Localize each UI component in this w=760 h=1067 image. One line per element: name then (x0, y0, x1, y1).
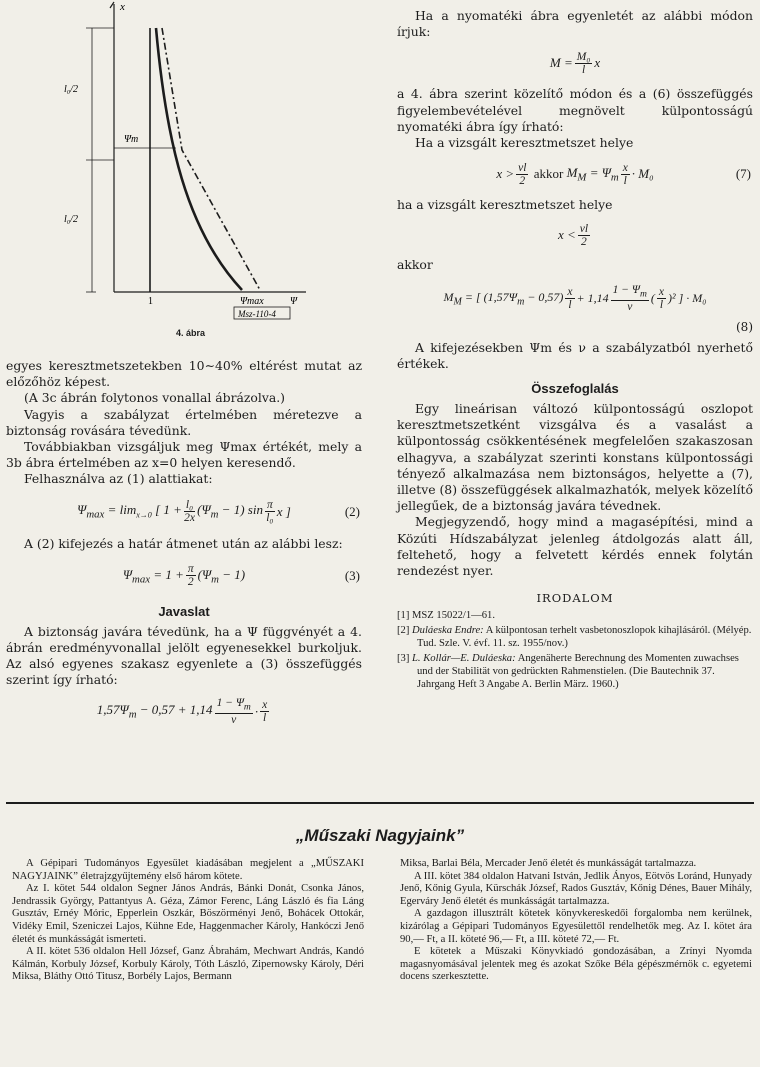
equation-line: $1,57\Psi_m - 0,57 + 1,14$ $\frac{1 - \Psi_m}{\nu}$ · $\frac{x}{l}$ (96, 696, 268, 727)
article-title: „Műszaki Nagyjaink” (295, 826, 465, 845)
reference-item: [1] MSZ 15022/1—61. (397, 610, 495, 622)
paragraph: Megjegyzendő, hogy mind a magasépítési, mind a Közúti Hídszabályzat jelenleg átdolgozás alatt áll, feltehető, hogy a felvetett kérdés ennek folytán rendezést nyer. (397, 514, 753, 579)
figure-4 (6, 0, 362, 340)
equation-7: x > $\frac{\nu l}{2}$ akkor $M_M = \Psi_m$ $\frac{x}{l}$ · M₀ (7) (496, 161, 751, 187)
bottom-left-column (12, 858, 364, 984)
equation-number: (8) (736, 319, 753, 334)
paragraph: Egy lineárisan változó külpontosságú oszlopot keresztmetszetként vizsgálva és a vasalást a külpontosság csökkentésének megfelelően szakaszosan elhagyva, a szabályzat szerinti konstans külpontossági tényező alkalmazása nem biztonságos, helyette a (7), illetve (8) összefüggések alkalmazhatók, melyek közelítő jellegűek, de a biztonság javára tévednek. (397, 401, 753, 514)
paragraph: Ha a nyomatéki ábra egyenletét az alábbi módon írjuk: (397, 8, 753, 40)
moment-diagram (6, 0, 362, 340)
paragraph: A (2) kifejezés a határ átmenet után az alábbi lesz: (24, 535, 343, 551)
paragraph: Továbbiakban vizsgáljuk meg Ψmax értékét, mely a 3b ábra értelmében az x=0 helyen keresendő. (6, 439, 362, 471)
paragraph: A II. kötet 536 oldalon Hell József, Ganz Ábrahám, Mechwart András, Kandó Kálmán, Korbuly József, Korbuly Károly, Tóth László, Zipernowsky Károly, Déri Miksa, Bláthy Ottó Titusz, Borbély Lajos, Bermann (12, 946, 364, 983)
paragraph: A kifejezésekben Ψm és ν a szabályzatból nyerhető értékek. (397, 339, 753, 371)
equation-moment: M = $\frac{\text{M₀}}{l}$ x (549, 50, 601, 76)
paragraph: egyes keresztmetszetekben 10∼40% eltérést mutat az előzőhöz képest. (6, 358, 362, 390)
tick-1: 1 (148, 296, 153, 307)
right-column (397, 8, 753, 693)
reference-item: [2] Duláeska Endre: A külpontosan terhelt vasbetonoszlopok kihajlásáról. (Mélyép. Tud. Szle. V. évf. 11. sz. 1955/nov.) (397, 625, 752, 650)
paragraph: Felhasználva az (1) alattiakat: (24, 471, 213, 487)
equation-8: $M_M$ = [ $(1,57\Psi_m - 0,57)$ $\frac{x}{l}$ + 1,14 $\frac{1 - \Psi_m}{\nu}$ ( $\frac{x}{l}$ )² ] · M₀ (443, 283, 707, 314)
tick-psi-max: Ψmax (240, 296, 264, 307)
psi-curve (156, 28, 242, 290)
equation-condition: x < $\frac{\nu l}{2}$ (557, 222, 589, 248)
section-heading: Javaslat (158, 603, 210, 619)
paragraph: A biztonság javára tévedünk, ha a Ψ függvényét a 4. ábrán eredményvonallal jelölt egyenesekkel burkoljuk. Az alsó egyenes szakasz egyenlete a (3) összefüggés szerint így írható: (6, 623, 362, 688)
paragraph: E kötetek a Műszaki Könyvkiadó gondozásában, a Zrínyi Nyomda magasnyomásával jelentek meg és azokat Szőke Béla gépészmérnök c. egyetemi docens szerkesztette. (400, 946, 752, 983)
left-column (6, 358, 362, 735)
equation-number: (7) (735, 166, 751, 182)
equation-3: $\Psi_{max} = 1$ + $\frac{\pi}{2}$ $(\Psi_m - 1)$ (3) (122, 563, 360, 589)
section-heading: Összefoglalás (531, 381, 619, 397)
equation-number: (2) (344, 503, 360, 519)
label-l0-half-lower: l₀/2 (64, 214, 79, 225)
paragraph: A gazdagon illusztrált kötetek könyvkereskedői forgalomba nem kerülnek, kizárólag a Gépipari Tudományos Egyesülettől rendelhetők meg. Az I. kötet ára 90,— Ft, a II. köteté 96,— Ft, a III. köteté 72,— Ft. (400, 908, 752, 945)
stamp-text: Msz-110-4 (238, 309, 276, 319)
paragraph: (A 3c ábrán folytonos vonallal ábrázolva.) (24, 390, 285, 406)
paragraph: Ha a vizsgált keresztmetszet helye (415, 135, 634, 151)
paragraph: a 4. ábra szerint közelítő módon és a (6) összefüggés figyelembevételével megnövelt külpontosságú nyomatéki ábra így írható: (397, 86, 753, 134)
paragraph: Vagyis a szabályzat értelmében méretezve a biztonság rovására tévedünk. (6, 406, 362, 438)
paragraph: Az I. kötet 544 oldalon Segner János András, Bánki Donát, Csonka János, Jendrassik György, Pattantyus A. Géza, Zámor Ferenc, Láng László és fia Láng Gusztáv, Ernéy Móric, Epperlein Oszkár, Böszörményi Jenő, Bohácek Ottokár, Vidéky Emil, Szeniczei Lajos, Kühne Ede, Haggenmacher Károly, Hankóczi Jenő életét és munkásságát ismerteti. (12, 883, 364, 945)
equation-number: (3) (344, 567, 360, 583)
section-divider (6, 802, 754, 804)
paragraph: A III. kötet 384 oldalon Hatvani István, Jedlik Ányos, Eötvös Loránd, Hunyady Jenő, Kőnig Gyula, Kürschák József, Rados Gusztáv, Kőnig Dénes, Bauer Mihály, Egerváry Jenő életét és munkásságát tartalmazza. (400, 870, 752, 907)
label-l0-half-upper: l₀/2 (64, 84, 79, 95)
references-title: IRODALOM (536, 591, 614, 606)
reference-item: [3] L. Kollár—E. Duláeska: Angenäherte Berechnung des Momenten zuwachses und der Stabilität von gedrückten Rahmenstielen. (Die Bautechnik 37. Jahrgang Heft 3 Angabe A. Berlin März. 1960.) (397, 653, 739, 691)
paragraph: akkor (397, 257, 433, 273)
bottom-right-column (400, 858, 752, 984)
psi-axis-label: Ψ (290, 296, 298, 307)
x-axis-label: x (120, 1, 125, 13)
figure-caption: 4. ábra (176, 328, 206, 338)
label-psi-m: Ψm (124, 134, 139, 145)
paragraph: ha a vizsgált keresztmetszet helye (397, 197, 613, 213)
paragraph: Miksa, Barlai Béla, Mercader Jenő életét és munkásságát tartalmazza. (400, 858, 697, 869)
paragraph: A Gépipari Tudományos Egyesület kiadásában megjelent a „MŰSZAKI NAGYJAINK” életrajzgyűjtemény első három kötete. (12, 858, 364, 882)
equation-2: $\Psi_{max} = \lim_{x\to 0}$ [ 1 + $\frac{\text{l₀}}{2x}$ $(\Psi_m - 1)$ sin $\frac{\pi}{\text{l₀}}$ x ] (2) (77, 499, 360, 525)
